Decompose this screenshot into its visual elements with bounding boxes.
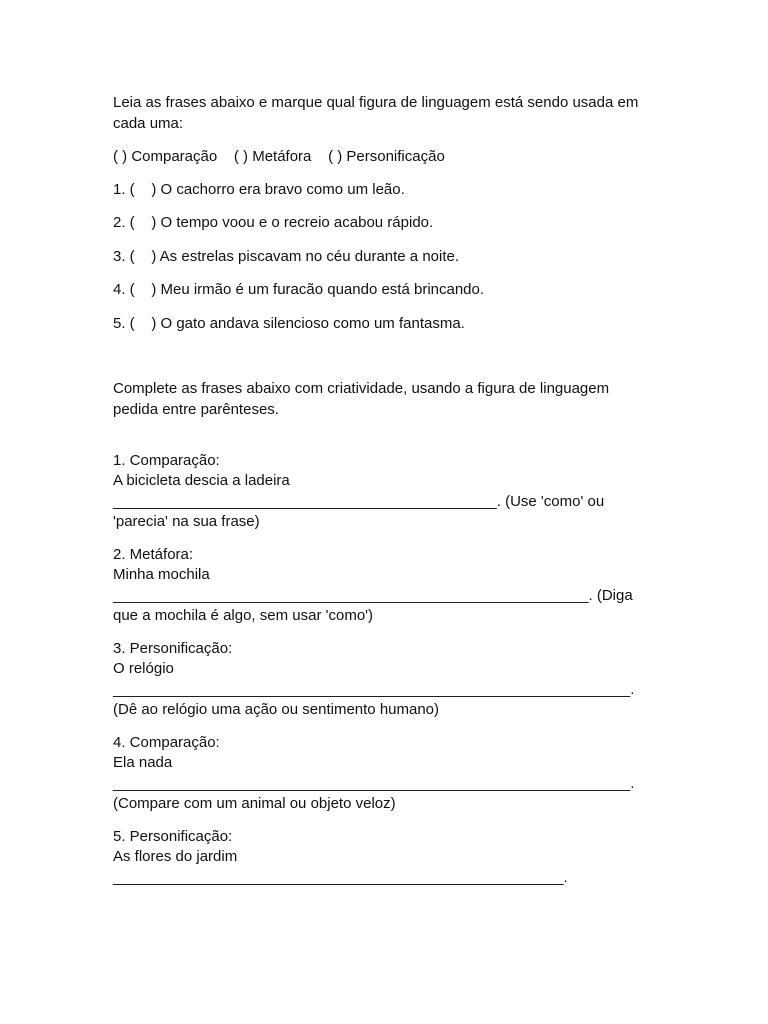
complete-item-3 [113,639,653,721]
item-answer-line [113,492,653,533]
item-heading: 4. Comparação: [113,733,220,751]
item-hint: . (Use 'como' ou 'parecia' na sua frase) [113,492,605,531]
complete-item-5 [113,827,653,889]
item-sentence-start: A bicicleta descia a ladeira [113,472,290,490]
section-identify [113,92,653,334]
question-1: 1. ( ) O cachorro era bravo como um leão. [113,181,405,198]
item-sentence-start: Ela nada [113,754,173,772]
section2-instruction: Complete as frases abaixo com criatividade, usando a figura de linguagem pedida entre parênteses. [113,379,610,418]
answer-blank[interactable]: ______________________________________________________. [113,868,568,886]
item-heading: 1. Comparação: [113,451,220,469]
complete-item-4 [113,733,653,815]
item-heading: 2. Metáfora: [113,545,194,563]
question-3: 3. ( ) As estrelas piscavam no céu durante a noite. [113,247,460,265]
answer-blank[interactable]: ______________________________________________________________. [113,774,635,792]
item-hint: . (Diga que a mochila é algo, sem usar 'como') [113,586,633,625]
item-hint: (Compare com um animal ou objeto veloz) [113,795,396,813]
answer-blank[interactable]: ______________________________________________________________. [113,680,635,698]
complete-item-1 [113,451,653,533]
complete-item-2 [113,545,653,627]
question-2: 2. ( ) O tempo voou e o recreio acabou rápido. [113,214,434,232]
option-personificacao: ( ) Personificação [328,148,445,165]
item-sentence-start: Minha mochila [113,566,210,584]
item-sentence-start: As flores do jardim [113,848,238,866]
item-sentence-start: O relógio [113,660,174,678]
section-complete [113,378,653,889]
item-answer-line [113,586,653,627]
option-metafora: ( ) Metáfora [233,148,312,165]
item-hint: (Dê ao relógio uma ação ou sentimento humano) [113,701,440,719]
figure-options [113,146,653,167]
section1-instruction: Leia as frases abaixo e marque qual figura de linguagem está sendo usada em cada uma: [113,94,639,132]
answer-blank[interactable]: ______________________________________________ [113,492,497,510]
question-5: 5. ( ) O gato andava silencioso como um fantasma. [113,314,465,332]
option-comparacao: ( ) Comparação [113,148,218,165]
item-heading: 3. Personificação: [113,639,233,657]
question-4: 4. ( ) Meu irmão é um furacão quando está brincando. [113,281,485,299]
answer-blank[interactable]: _________________________________________________________ [113,586,589,604]
worksheet [113,92,653,900]
item-heading: 5. Personificação: [113,827,233,845]
